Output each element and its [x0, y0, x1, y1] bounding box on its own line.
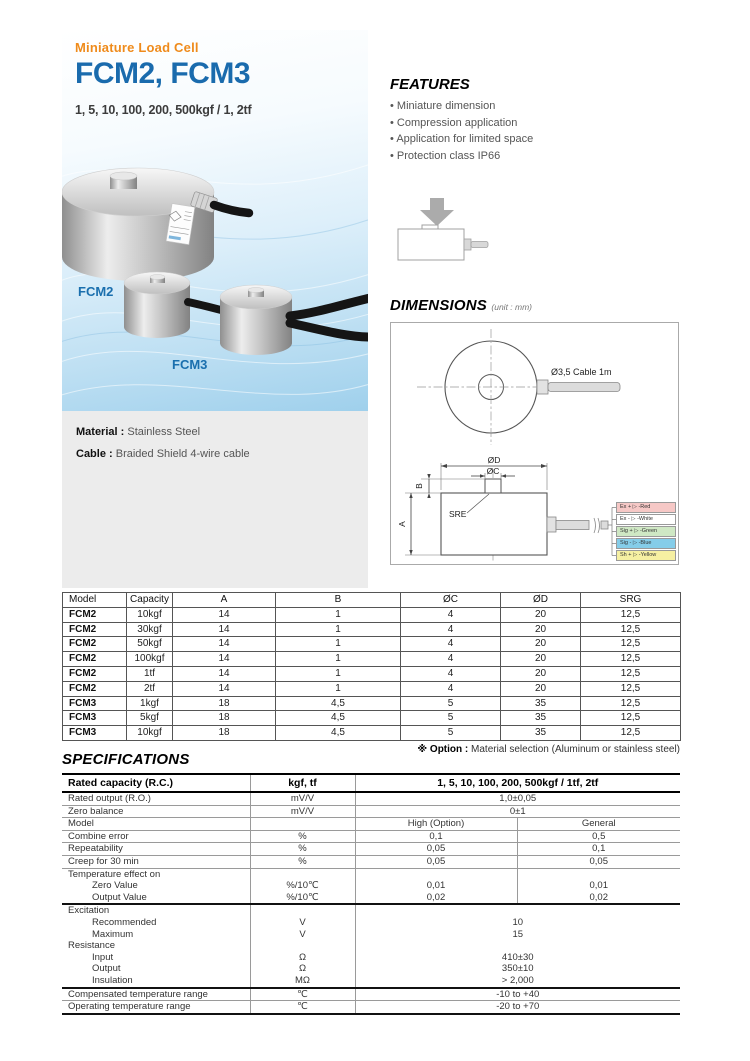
spec-row [62, 988, 680, 1001]
dim-cell: 18 [173, 696, 276, 711]
cable-row [76, 448, 250, 460]
dim-cell: 12,5 [581, 622, 681, 637]
dimensions-table-body [63, 593, 681, 741]
dim-table-row [63, 607, 681, 622]
spec-unit: % [250, 855, 355, 868]
dim-cell: FCM3 [63, 711, 127, 726]
dim-cell: 1 [276, 637, 401, 652]
spec-label: Temperature effect on [62, 868, 250, 880]
dim-table-row [63, 696, 681, 711]
spec-value-high: 0,05 [355, 843, 517, 856]
spec-row [62, 868, 680, 880]
spec-label: Output Value [62, 892, 250, 905]
dim-cell: 4,5 [276, 696, 401, 711]
spec-header-label: Rated capacity (R.C.) [62, 774, 250, 792]
dim-cell: 10kgf [127, 607, 173, 622]
spec-label: Excitation [62, 904, 250, 917]
spec-unit [250, 940, 355, 952]
spec-value-general: 0,02 [517, 892, 680, 905]
spec-unit: mV/V [250, 805, 355, 818]
features-list [390, 98, 720, 164]
option-note-text: Material selection (Aluminum or stainless steel) [468, 744, 680, 755]
spec-row [62, 917, 680, 929]
spec-unit: V [250, 917, 355, 929]
dim-cell: 50kgf [127, 637, 173, 652]
spec-row [62, 952, 680, 964]
dim-label-b: B [414, 483, 424, 489]
dim-table-row [63, 666, 681, 681]
dim-cell: 4 [401, 607, 501, 622]
spec-label: Zero balance [62, 805, 250, 818]
dim-cell: 35 [501, 726, 581, 741]
material-label: Material : [76, 426, 125, 438]
spec-value: 350±10 [501, 963, 534, 975]
dim-cell: 4 [401, 666, 501, 681]
dim-cell: 14 [173, 637, 276, 652]
dimensions-title: DIMENSIONS [390, 297, 488, 314]
spec-value [355, 904, 680, 917]
title-block [75, 40, 251, 117]
dim-header-row [63, 593, 681, 608]
dim-cell: 14 [173, 666, 276, 681]
dim-cell: 1 [276, 666, 401, 681]
dim-label-sre: SRE [449, 509, 467, 519]
cable-value: Braided Shield 4-wire cable [112, 448, 250, 460]
dim-cell: 20 [501, 622, 581, 637]
spec-unit: mV/V [250, 792, 355, 805]
spec-row [62, 792, 680, 805]
dimension-drawing-box [390, 322, 679, 565]
dim-cell: 20 [501, 637, 581, 652]
dim-cell: 4 [401, 637, 501, 652]
dim-cell: 12,5 [581, 711, 681, 726]
spec-row [62, 904, 680, 917]
spec-label: Rated output (R.O.) [62, 792, 250, 805]
dim-cell: 4 [401, 652, 501, 667]
specifications-table [62, 773, 680, 1015]
dim-cell: 12,5 [581, 666, 681, 681]
dim-table-row [63, 726, 681, 741]
dim-cell: 20 [501, 652, 581, 667]
dim-cell: 4 [401, 622, 501, 637]
dim-cell: FCM2 [63, 666, 127, 681]
dim-cell: 12,5 [581, 681, 681, 696]
spec-unit: %/10℃ [250, 892, 355, 905]
spec-value: 0±1 [355, 805, 680, 818]
dim-cell: 1 [276, 622, 401, 637]
dim-header-cell: ØC [401, 593, 501, 608]
spec-unit [250, 904, 355, 917]
spec-header-unit: kgf, tf [250, 774, 355, 792]
dim-cell: 2tf [127, 681, 173, 696]
spec-unit: MΩ [250, 975, 355, 988]
dim-cell: 14 [173, 622, 276, 637]
spec-label: Output [62, 963, 250, 975]
dim-cell: 12,5 [581, 726, 681, 741]
spec-value-high [355, 868, 517, 880]
spec-unit: Ω [250, 963, 355, 975]
spec-value-high: 0,1 [355, 830, 517, 843]
spec-label: Operating temperature range [62, 1001, 250, 1014]
down-arrow-icon [420, 198, 454, 226]
feature-item: • Compression application [390, 115, 720, 132]
spec-value: 1,0±0,05 [355, 792, 680, 805]
wire-legend-item: Ex + ▷ -Red [616, 502, 676, 513]
dim-cell: 100kgf [127, 652, 173, 667]
spec-row [62, 855, 680, 868]
dim-cell: 14 [173, 607, 276, 622]
dim-header-cell: B [276, 593, 401, 608]
spec-header-row [62, 774, 680, 792]
spec-label: Recommended [62, 917, 250, 929]
dim-cell: 20 [501, 607, 581, 622]
capacity-range: 1, 5, 10, 100, 200, 500kgf / 1, 2tf [75, 103, 252, 117]
dim-cell: 4 [401, 681, 501, 696]
dimensions-table [62, 592, 681, 741]
dim-cell: 5 [401, 696, 501, 711]
spec-unit: % [250, 830, 355, 843]
spec-value: 410±30 [501, 951, 534, 963]
spec-value-general: 0,05 [517, 855, 680, 868]
spec-unit: %/10℃ [250, 880, 355, 892]
spec-unit: % [250, 843, 355, 856]
features-title: FEATURES [390, 76, 470, 93]
wire-legend-item: Sh + ▷ -Yellow [616, 550, 676, 561]
dim-table-row [63, 681, 681, 696]
spec-row [62, 940, 680, 952]
spec-value-general: General [517, 818, 680, 831]
specifications-table-body [62, 774, 680, 1014]
dim-cell: 20 [501, 666, 581, 681]
spec-row [62, 1001, 680, 1014]
wire-legend-item: Sig + ▷ -Green [616, 526, 676, 537]
features-section [390, 76, 720, 164]
dim-cell: FCM2 [63, 637, 127, 652]
spec-value-high: 0,02 [355, 892, 517, 905]
dim-cell: 1 [276, 652, 401, 667]
spec-label: Repeatability [62, 843, 250, 856]
spec-unit: V [250, 929, 355, 941]
dim-cell: 1 [276, 681, 401, 696]
dim-cell: 1 [276, 607, 401, 622]
specifications-title: SPECIFICATIONS [62, 751, 190, 768]
spec-label: Model [62, 818, 250, 831]
spec-value-high: 0,05 [355, 855, 517, 868]
spec-label: Compensated temperature range [62, 988, 250, 1001]
material-row [76, 426, 200, 438]
spec-value-high: High (Option) [355, 818, 517, 831]
dim-cell: 5 [401, 726, 501, 741]
dim-cell: 10kgf [127, 726, 173, 741]
dimensions-heading [390, 297, 532, 314]
spec-row [62, 929, 680, 941]
cable-label: Cable : [76, 448, 113, 460]
spec-value-general [517, 868, 680, 880]
spec-row [62, 975, 680, 988]
dim-cell: 1kgf [127, 696, 173, 711]
spec-value [355, 940, 680, 952]
dim-table-row [63, 711, 681, 726]
dim-header-cell: Capacity [127, 593, 173, 608]
compression-application-icon [392, 196, 492, 262]
spec-label: Combine error [62, 830, 250, 843]
spec-row [62, 805, 680, 818]
feature-item: • Miniature dimension [390, 98, 720, 115]
dim-table-row [63, 652, 681, 667]
dim-cell: 4,5 [276, 726, 401, 741]
dim-cell: 20 [501, 681, 581, 696]
dim-cell: 12,5 [581, 637, 681, 652]
dim-table-row [63, 637, 681, 652]
spec-value: > 2,000 [355, 975, 680, 988]
dim-cell: 18 [173, 711, 276, 726]
spec-row [62, 892, 680, 905]
spec-label: Creep for 30 min [62, 855, 250, 868]
dim-cell: 30kgf [127, 622, 173, 637]
spec-unit [250, 818, 355, 831]
dim-cell: 14 [173, 652, 276, 667]
dim-label-a: A [397, 521, 407, 527]
dim-cell: 12,5 [581, 696, 681, 711]
spec-row [62, 963, 680, 975]
dimensions-unit-note: (unit : mm) [491, 302, 533, 312]
dim-cell: 14 [173, 681, 276, 696]
dim-header-cell: A [173, 593, 276, 608]
dim-cell: FCM2 [63, 607, 127, 622]
fcm2-product-image [62, 168, 249, 281]
cable-spec-label: Ø3,5 Cable 1m [551, 367, 612, 377]
spec-row [62, 830, 680, 843]
dim-cell: 4,5 [276, 711, 401, 726]
spec-value: 15 [512, 928, 524, 940]
dim-cell: FCM2 [63, 652, 127, 667]
wire-legend-item: Ex - ▷ -White [616, 514, 676, 525]
dim-table-row [63, 622, 681, 637]
product-photo-panel [62, 30, 368, 411]
spec-value: -20 to +70 [355, 1001, 680, 1014]
spec-value-high: 0,01 [355, 880, 517, 892]
photo-label-fcm3: FCM3 [172, 357, 208, 372]
option-note-label: ※ Option : [417, 744, 469, 755]
spec-value: -10 to +40 [355, 988, 680, 1001]
dim-cell: FCM2 [63, 622, 127, 637]
dim-cell: FCM2 [63, 681, 127, 696]
feature-item: • Application for limited space [390, 131, 720, 148]
product-family-label: Miniature Load Cell [75, 40, 199, 55]
spec-unit: ℃ [250, 988, 355, 1001]
dim-header-cell: ØD [501, 593, 581, 608]
spec-label: Input [62, 952, 250, 964]
dim-cell: FCM3 [63, 726, 127, 741]
spec-unit: Ω [250, 952, 355, 964]
spec-value: 10 [512, 916, 524, 928]
dim-cell: 18 [173, 726, 276, 741]
spec-row [62, 880, 680, 892]
dim-header-cell: SRG [581, 593, 681, 608]
material-value: Stainless Steel [124, 426, 201, 438]
dim-header-cell: Model [63, 593, 127, 608]
dim-cell: 12,5 [581, 607, 681, 622]
page-title: FCM2, FCM3 [75, 57, 250, 90]
spec-value-general: 0,01 [589, 880, 608, 892]
dim-cell: FCM3 [63, 696, 127, 711]
dim-label-od: ØD [487, 455, 501, 465]
spec-unit [250, 868, 355, 880]
spec-label: Maximum [62, 929, 250, 941]
dim-cell: 35 [501, 711, 581, 726]
spec-label: Insulation [62, 975, 250, 988]
dim-cell: 5 [401, 711, 501, 726]
wire-legend-item: Sig - ▷ -Blue [616, 538, 676, 549]
material-info-panel [62, 411, 368, 588]
spec-row [62, 843, 680, 856]
dim-label-oc: ØC [486, 466, 500, 476]
spec-unit: ℃ [250, 1001, 355, 1014]
spec-header-value: 1, 5, 10, 100, 200, 500kgf / 1tf, 2tf [355, 774, 680, 792]
photo-label-fcm2: FCM2 [78, 284, 114, 299]
dim-cell: 1tf [127, 666, 173, 681]
dim-cell: 35 [501, 696, 581, 711]
feature-item: • Protection class IP66 [390, 148, 720, 165]
dim-cell: 12,5 [581, 652, 681, 667]
spec-label: Zero Value [62, 880, 250, 892]
spec-label: Resistance [62, 940, 250, 952]
wire-fan-lines [608, 508, 616, 556]
spec-row [62, 818, 680, 831]
spec-value-general: 0,5 [517, 830, 680, 843]
dim-cell: 5kgf [127, 711, 173, 726]
spec-value-general: 0,1 [517, 843, 680, 856]
